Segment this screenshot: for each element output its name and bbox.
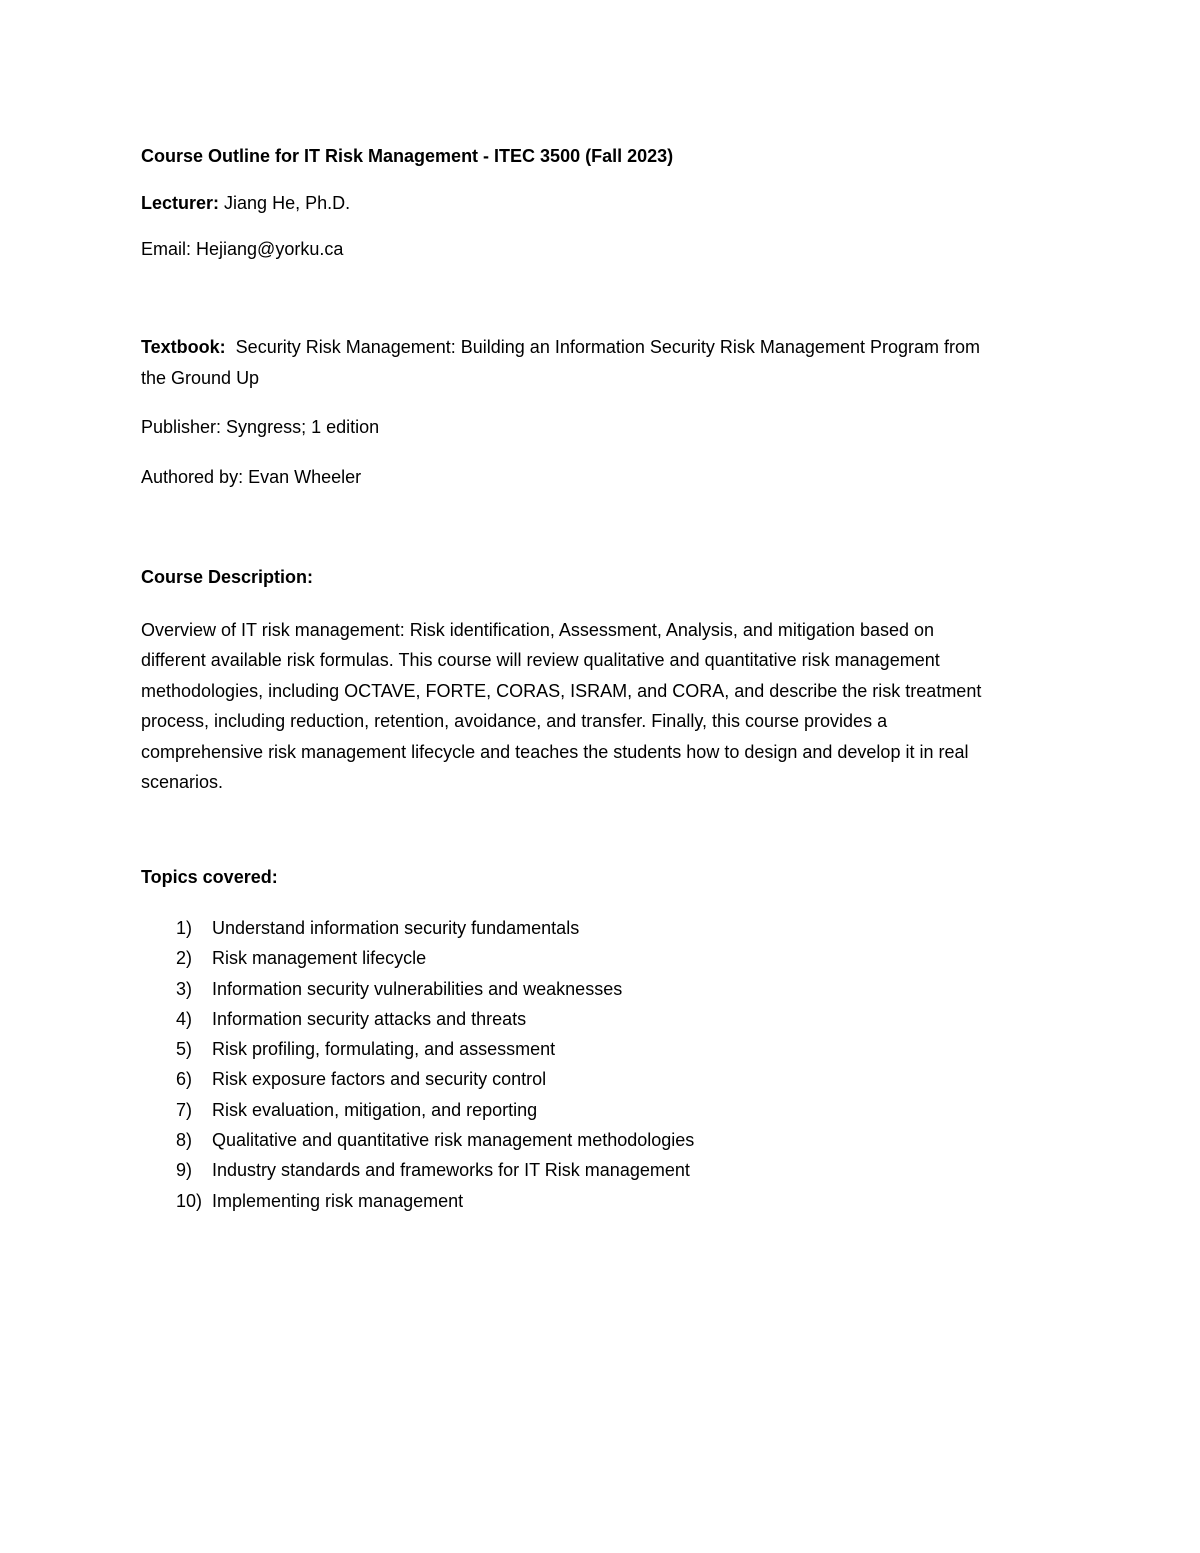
list-item-number: 4) bbox=[176, 1008, 193, 1029]
list-item bbox=[176, 917, 694, 947]
description-line: comprehensive risk management lifecycle and teaches the students how to design and develop it in real bbox=[141, 741, 969, 762]
list-item-number: 2) bbox=[176, 948, 193, 969]
list-item-text: Risk profiling, formulating, and assessment bbox=[212, 1039, 556, 1060]
list-item bbox=[176, 1129, 694, 1159]
publisher-line: Publisher: Syngress; 1 edition bbox=[141, 417, 380, 437]
list-item-text: Risk management lifecycle bbox=[212, 948, 427, 969]
list-item bbox=[176, 1068, 694, 1098]
list-item-number: 9) bbox=[176, 1160, 193, 1181]
lecturer-line bbox=[141, 192, 350, 214]
list-item-number: 7) bbox=[176, 1099, 193, 1120]
list-item-number: 8) bbox=[176, 1130, 193, 1151]
list-item-number: 3) bbox=[176, 978, 193, 999]
list-item-text: Risk exposure factors and security control bbox=[212, 1069, 547, 1090]
textbook-label: Textbook: bbox=[141, 337, 226, 357]
list-item-number: 1) bbox=[176, 918, 193, 938]
document-title: Course Outline for IT Risk Management - ITEC 3500 (Fall 2023) bbox=[141, 146, 674, 166]
list-item-number: 6) bbox=[176, 1069, 193, 1090]
list-item bbox=[176, 1038, 694, 1068]
textbook-title-part1: Security Risk Management: Building an Information Security Risk Management Program from bbox=[225, 337, 980, 357]
list-item-text: Implementing risk management bbox=[212, 1190, 464, 1211]
description-heading: Course Description: bbox=[141, 567, 314, 587]
list-item-text: Information security attacks and threats bbox=[212, 1008, 527, 1029]
list-item-number: 5) bbox=[176, 1039, 193, 1060]
list-item bbox=[176, 947, 694, 977]
description-body bbox=[141, 615, 1066, 797]
author-line: Authored by: Evan Wheeler bbox=[141, 467, 362, 487]
topics-list bbox=[176, 917, 694, 1220]
list-item bbox=[176, 1190, 694, 1220]
description-line: Overview of IT risk management: Risk identification, Assessment, Analysis, and mitigation based on bbox=[141, 620, 935, 640]
list-item-text: Understand information security fundamentals bbox=[212, 918, 580, 938]
list-item bbox=[176, 978, 694, 1008]
document-page bbox=[141, 0, 1071, 1553]
list-item bbox=[176, 1099, 694, 1129]
list-item-text: Information security vulnerabilities and weaknesses bbox=[212, 978, 623, 999]
description-line: different available risk formulas. This course will review qualitative and quantitative risk management bbox=[141, 650, 940, 671]
description-line: process, including reduction, retention, avoidance, and transfer. Finally, this course provides a bbox=[141, 711, 888, 732]
description-line: methodologies, including OCTAVE, FORTE, CORAS, ISRAM, and CORA, and describe the risk treatment bbox=[141, 680, 982, 701]
list-item-number: 10) bbox=[176, 1190, 203, 1211]
list-item bbox=[176, 1008, 694, 1038]
lecturer-value: Jiang He, Ph.D. bbox=[219, 193, 351, 213]
textbook-title-part2: the Ground Up bbox=[141, 368, 260, 388]
topics-heading: Topics covered: bbox=[141, 867, 278, 887]
textbook-line bbox=[141, 336, 980, 358]
list-item-text: Industry standards and frameworks for IT Risk management bbox=[212, 1160, 690, 1181]
lecturer-label: Lecturer: bbox=[141, 193, 220, 213]
email-line: Email: Hejiang@yorku.ca bbox=[141, 239, 344, 259]
list-item-text: Qualitative and quantitative risk management methodologies bbox=[212, 1130, 695, 1151]
list-item bbox=[176, 1159, 694, 1189]
list-item-text: Risk evaluation, mitigation, and reporting bbox=[212, 1099, 538, 1120]
description-line: scenarios. bbox=[141, 772, 224, 793]
